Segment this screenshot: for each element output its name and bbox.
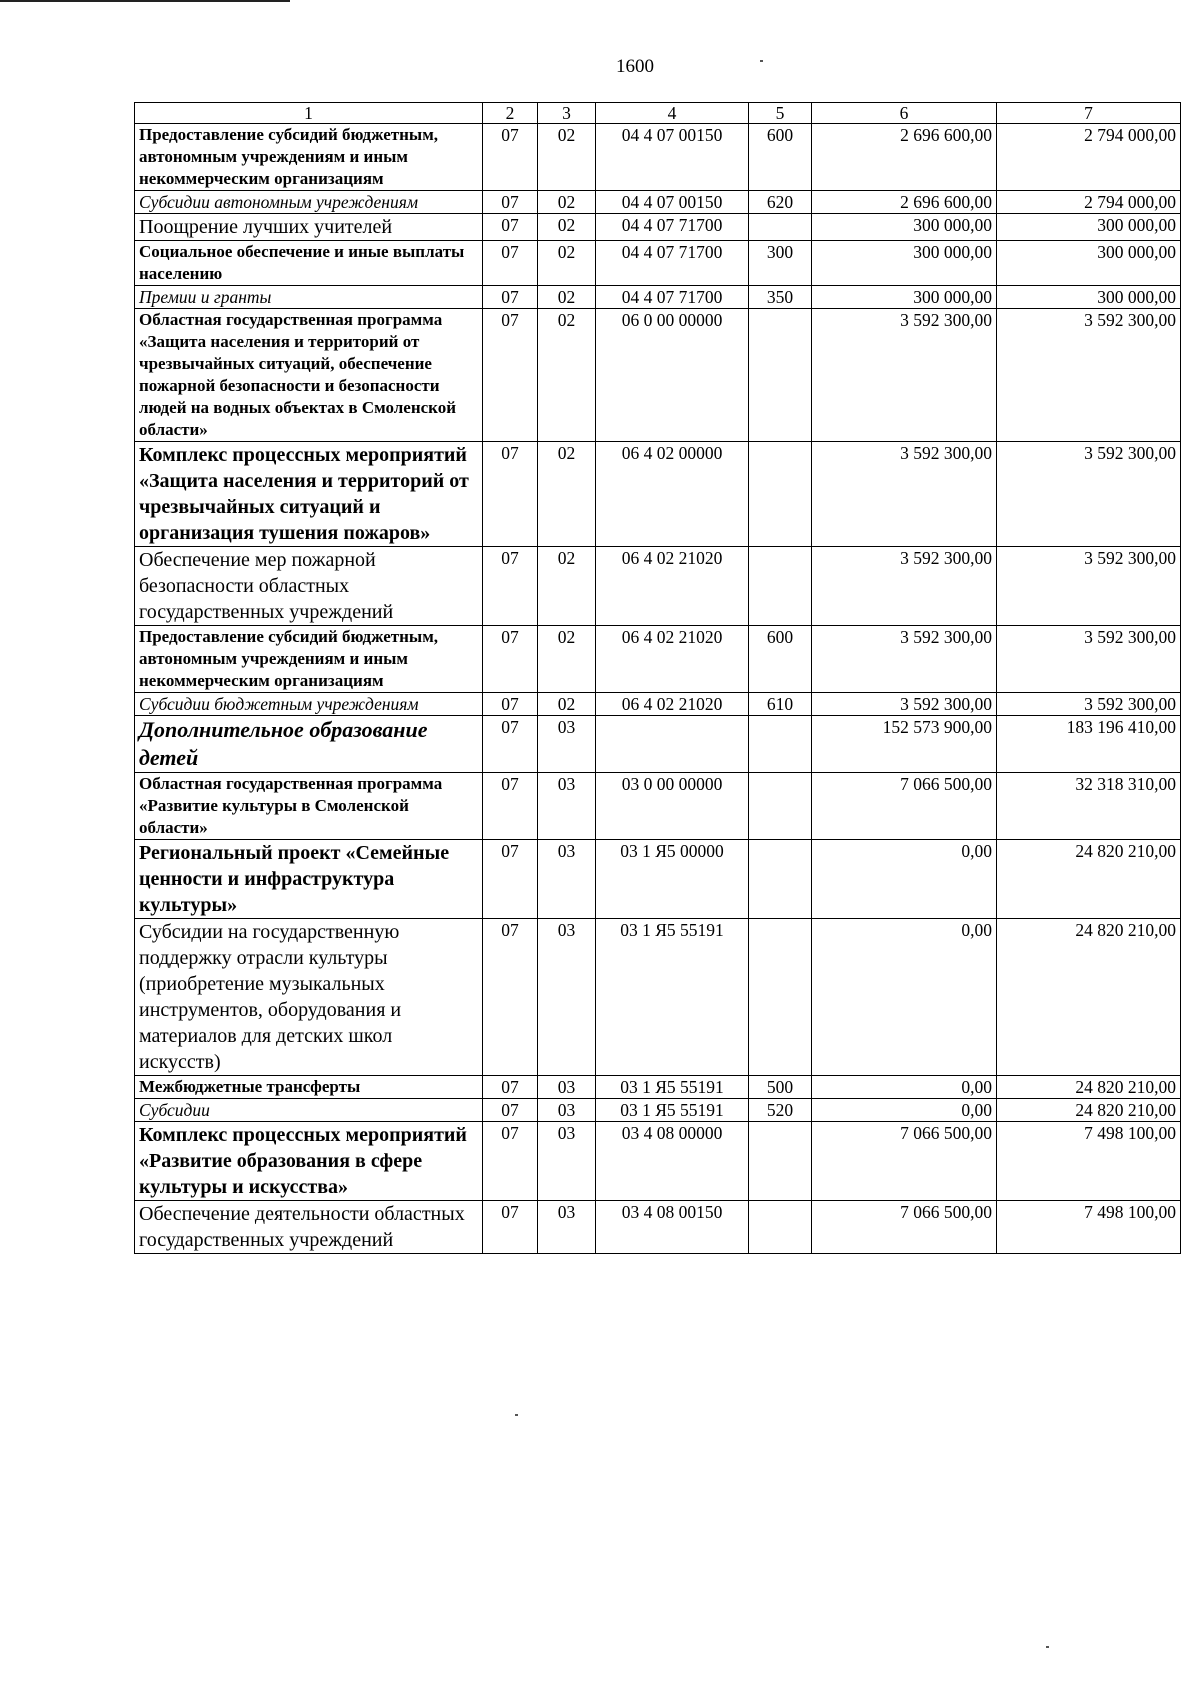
row-section-code: 07: [483, 1122, 538, 1201]
row-amount-col6: 0,00: [812, 919, 997, 1076]
row-section-code: 07: [483, 1099, 538, 1122]
row-amount-col7: 300 000,00: [997, 286, 1181, 309]
row-amount-col7: 300 000,00: [997, 241, 1181, 286]
row-name: Социальное обеспечение и иные выплаты населению: [135, 241, 483, 286]
page-number: 1600: [616, 56, 654, 77]
row-amount-col6: 0,00: [812, 840, 997, 919]
row-amount-col7: 24 820 210,00: [997, 840, 1181, 919]
table-row: [135, 124, 1181, 191]
row-target-article: 04 4 07 71700: [596, 214, 749, 241]
row-target-article: [596, 716, 749, 773]
row-section-code: 07: [483, 919, 538, 1076]
row-expense-type: [749, 309, 812, 442]
row-subsection-code: 02: [538, 191, 596, 214]
row-expense-type: 350: [749, 286, 812, 309]
row-name: Субсидии: [135, 1099, 483, 1122]
row-amount-col6: 2 696 600,00: [812, 191, 997, 214]
table-row: [135, 442, 1181, 547]
col-header-5: 5: [749, 103, 812, 124]
row-amount-col7: 300 000,00: [997, 214, 1181, 241]
row-section-code: 07: [483, 716, 538, 773]
row-amount-col7: 7 498 100,00: [997, 1201, 1181, 1254]
row-subsection-code: 02: [538, 286, 596, 309]
row-amount-col7: 24 820 210,00: [997, 919, 1181, 1076]
row-target-article: 06 4 02 21020: [596, 693, 749, 716]
row-subsection-code: 02: [538, 547, 596, 626]
row-target-article: 03 1 Я5 55191: [596, 919, 749, 1076]
row-target-article: 03 1 Я5 00000: [596, 840, 749, 919]
row-expense-type: [749, 840, 812, 919]
row-name: Дополнительное образование детей: [135, 716, 483, 773]
row-amount-col7: 183 196 410,00: [997, 716, 1181, 773]
row-amount-col6: 7 066 500,00: [812, 1201, 997, 1254]
row-subsection-code: 03: [538, 1099, 596, 1122]
table-row: [135, 693, 1181, 716]
row-expense-type: [749, 1201, 812, 1254]
scan-speck: [515, 1414, 518, 1416]
table-row: [135, 840, 1181, 919]
row-amount-col7: 24 820 210,00: [997, 1099, 1181, 1122]
row-amount-col7: 3 592 300,00: [997, 626, 1181, 693]
row-subsection-code: 03: [538, 1201, 596, 1254]
row-expense-type: 600: [749, 124, 812, 191]
table-row: [135, 773, 1181, 840]
row-amount-col7: 7 498 100,00: [997, 1122, 1181, 1201]
row-name: Комплекс процессных мероприятий «Развитие образования в сфере культуры и искусства»: [135, 1122, 483, 1201]
row-section-code: 07: [483, 626, 538, 693]
row-section-code: 07: [483, 286, 538, 309]
row-subsection-code: 02: [538, 626, 596, 693]
row-name: Поощрение лучших учителей: [135, 214, 483, 241]
row-amount-col7: 3 592 300,00: [997, 442, 1181, 547]
row-amount-col6: 0,00: [812, 1099, 997, 1122]
row-name: Субсидии на государственную поддержку отрасли культуры (приобретение музыкальных инструментов, оборудования и материалов для детских школ искусств): [135, 919, 483, 1076]
row-expense-type: [749, 773, 812, 840]
row-section-code: 07: [483, 773, 538, 840]
row-section-code: 07: [483, 442, 538, 547]
row-target-article: 06 4 02 21020: [596, 626, 749, 693]
row-target-article: 03 4 08 00000: [596, 1122, 749, 1201]
row-amount-col6: 0,00: [812, 1076, 997, 1099]
table-row: [135, 286, 1181, 309]
row-expense-type: 600: [749, 626, 812, 693]
col-header-2: 2: [483, 103, 538, 124]
table-row: [135, 214, 1181, 241]
row-section-code: 07: [483, 191, 538, 214]
row-name: Областная государственная программа «Развитие культуры в Смоленской области»: [135, 773, 483, 840]
row-target-article: 06 4 02 21020: [596, 547, 749, 626]
row-amount-col7: 2 794 000,00: [997, 191, 1181, 214]
row-expense-type: [749, 716, 812, 773]
row-expense-type: [749, 919, 812, 1076]
row-target-article: 03 4 08 00150: [596, 1201, 749, 1254]
table-row: [135, 626, 1181, 693]
row-name: Обеспечение деятельности областных государственных учреждений: [135, 1201, 483, 1254]
row-section-code: 07: [483, 124, 538, 191]
col-header-1: 1: [135, 103, 483, 124]
row-amount-col6: 3 592 300,00: [812, 693, 997, 716]
row-section-code: 07: [483, 214, 538, 241]
row-expense-type: 610: [749, 693, 812, 716]
row-subsection-code: 03: [538, 1122, 596, 1201]
table-row: [135, 547, 1181, 626]
scan-speck: [760, 60, 763, 62]
row-subsection-code: 03: [538, 716, 596, 773]
row-expense-type: 620: [749, 191, 812, 214]
row-subsection-code: 03: [538, 840, 596, 919]
table-row: [135, 1122, 1181, 1201]
scan-speck: [1046, 1646, 1049, 1648]
row-section-code: 07: [483, 1076, 538, 1099]
table-row: [135, 919, 1181, 1076]
budget-table: [134, 102, 1181, 1254]
row-target-article: 06 0 00 00000: [596, 309, 749, 442]
row-subsection-code: 03: [538, 1076, 596, 1099]
row-section-code: 07: [483, 840, 538, 919]
row-amount-col7: 32 318 310,00: [997, 773, 1181, 840]
row-target-article: 04 4 07 00150: [596, 124, 749, 191]
row-subsection-code: 03: [538, 919, 596, 1076]
row-amount-col7: 24 820 210,00: [997, 1076, 1181, 1099]
row-expense-type: [749, 214, 812, 241]
row-expense-type: 500: [749, 1076, 812, 1099]
table-body: [135, 124, 1181, 1254]
row-target-article: 06 4 02 00000: [596, 442, 749, 547]
row-amount-col6: 300 000,00: [812, 214, 997, 241]
table-row: [135, 309, 1181, 442]
row-amount-col6: 7 066 500,00: [812, 1122, 997, 1201]
row-expense-type: [749, 442, 812, 547]
row-expense-type: [749, 547, 812, 626]
row-name: Предоставление субсидий бюджетным, автономным учреждениям и иным некоммерческим организациям: [135, 124, 483, 191]
col-header-7: 7: [997, 103, 1181, 124]
col-header-4: 4: [596, 103, 749, 124]
row-section-code: 07: [483, 241, 538, 286]
row-section-code: 07: [483, 309, 538, 442]
top-border-line: [0, 0, 290, 2]
row-target-article: 04 4 07 71700: [596, 241, 749, 286]
row-amount-col7: 3 592 300,00: [997, 693, 1181, 716]
row-subsection-code: 03: [538, 773, 596, 840]
table-row: [135, 191, 1181, 214]
row-name: Региональный проект «Семейные ценности и инфраструктура культуры»: [135, 840, 483, 919]
row-amount-col6: 300 000,00: [812, 241, 997, 286]
col-header-3: 3: [538, 103, 596, 124]
table-row: [135, 1099, 1181, 1122]
table-row: [135, 716, 1181, 773]
row-section-code: 07: [483, 693, 538, 716]
row-target-article: 04 4 07 00150: [596, 191, 749, 214]
col-header-6: 6: [812, 103, 997, 124]
row-amount-col7: 3 592 300,00: [997, 309, 1181, 442]
row-name: Межбюджетные трансферты: [135, 1076, 483, 1099]
row-amount-col6: 2 696 600,00: [812, 124, 997, 191]
row-amount-col6: 3 592 300,00: [812, 309, 997, 442]
table-row: [135, 1076, 1181, 1099]
row-name: Областная государственная программа «Защита населения и территорий от чрезвычайных ситуаций, обеспечение пожарной безопасности и безопасности людей на водных объектах в Смоленской области»: [135, 309, 483, 442]
row-name: Субсидии автономным учреждениям: [135, 191, 483, 214]
row-amount-col6: 7 066 500,00: [812, 773, 997, 840]
row-target-article: 03 1 Я5 55191: [596, 1099, 749, 1122]
row-name: Комплекс процессных мероприятий «Защита населения и территорий от чрезвычайных ситуаций и организация тушения пожаров»: [135, 442, 483, 547]
row-section-code: 07: [483, 547, 538, 626]
row-amount-col7: 3 592 300,00: [997, 547, 1181, 626]
row-amount-col6: 3 592 300,00: [812, 547, 997, 626]
row-expense-type: 300: [749, 241, 812, 286]
row-subsection-code: 02: [538, 124, 596, 191]
row-expense-type: 520: [749, 1099, 812, 1122]
row-section-code: 07: [483, 1201, 538, 1254]
row-subsection-code: 02: [538, 442, 596, 547]
row-amount-col6: 152 573 900,00: [812, 716, 997, 773]
row-subsection-code: 02: [538, 241, 596, 286]
row-expense-type: [749, 1122, 812, 1201]
row-amount-col7: 2 794 000,00: [997, 124, 1181, 191]
row-target-article: 03 1 Я5 55191: [596, 1076, 749, 1099]
row-subsection-code: 02: [538, 214, 596, 241]
row-name: Обеспечение мер пожарной безопасности областных государственных учреждений: [135, 547, 483, 626]
row-amount-col6: 3 592 300,00: [812, 626, 997, 693]
table-row: [135, 1201, 1181, 1254]
row-amount-col6: 3 592 300,00: [812, 442, 997, 547]
table-row: [135, 241, 1181, 286]
row-name: Предоставление субсидий бюджетным, автономным учреждениям и иным некоммерческим организациям: [135, 626, 483, 693]
row-amount-col6: 300 000,00: [812, 286, 997, 309]
row-subsection-code: 02: [538, 309, 596, 442]
row-name: Премии и гранты: [135, 286, 483, 309]
row-subsection-code: 02: [538, 693, 596, 716]
row-target-article: 04 4 07 71700: [596, 286, 749, 309]
row-name: Субсидии бюджетным учреждениям: [135, 693, 483, 716]
column-number-row: [135, 103, 1181, 124]
row-target-article: 03 0 00 00000: [596, 773, 749, 840]
